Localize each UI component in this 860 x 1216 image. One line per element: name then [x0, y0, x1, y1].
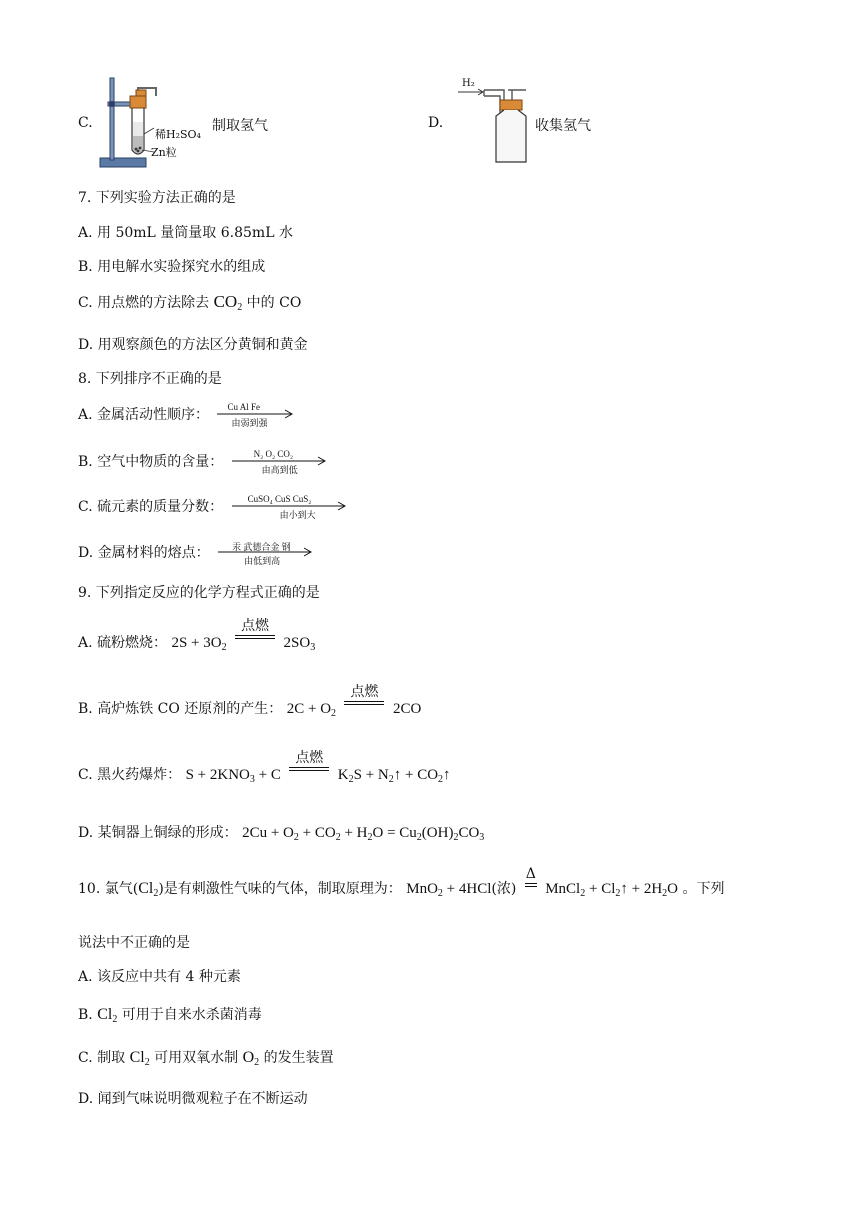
question-stem: 9. 下列指定反应的化学方程式正确的是	[78, 585, 320, 601]
option-text: C. 用点燃的方法除去	[78, 295, 210, 311]
option-c[interactable]: C. 制取 $Cl_2$ 可用双氧水制 $O_2$ 的发生装置	[78, 1049, 334, 1068]
chemical-equation: MnO$_2$ + 4HCl	[406, 881, 492, 899]
order-arrow	[217, 402, 337, 429]
reaction-condition: Δ	[523, 867, 539, 887]
option-text: 中的 CO	[246, 295, 302, 311]
option-caption: 收集氢气	[535, 118, 591, 134]
option-b[interactable]: B. $Cl_2$ 可用于自来水杀菌消毒	[78, 1006, 262, 1025]
option-text: D. 金属材料的熔点：	[78, 545, 210, 561]
option-label: C.	[78, 115, 93, 131]
option-b[interactable]: B. 高炉炼铁 CO 还原剂的产生： $2C + O_2$ 点燃 2CO	[78, 684, 422, 719]
option-text: D. 某铜器上铜绿的形成：	[78, 825, 238, 841]
question-stem: 7. 下列实验方法正确的是	[78, 190, 236, 206]
chemical-equation: $2S + 3O_2$	[171, 635, 227, 653]
order-arrow	[232, 449, 352, 476]
arrow-bottom-label: 由低到高	[244, 557, 281, 567]
option-text: A. 硫粉燃烧：	[78, 635, 168, 651]
order-arrow	[232, 494, 352, 521]
option-d[interactable]	[78, 822, 484, 843]
question-stem: 8. 下列排序不正确的是	[78, 371, 222, 387]
reaction-condition: 点燃	[342, 685, 386, 705]
arrow-top-label: 汞 武德合金 钢	[232, 542, 291, 552]
arrow-bottom-label: 由弱到强	[231, 419, 268, 429]
chemical-equation: $2C + O_2$	[286, 701, 337, 719]
option-b[interactable]	[78, 449, 352, 476]
acid-label: 稀H₂SO₄	[155, 128, 201, 141]
arrow-top-label: Cu Al Fe	[227, 402, 260, 412]
option-text: C. 黑火药爆炸：	[78, 767, 182, 783]
gas-label: H₂	[462, 78, 475, 89]
option-text: B. 空气中物质的含量：	[78, 454, 224, 470]
option-a[interactable]: A. 该反应中共有 4 种元素	[78, 969, 241, 985]
reaction-condition: 点燃	[287, 751, 331, 771]
question-stem: 10. 氯气$(Cl_2)$是有刺激性气味的气体，制取原理为： MnO$_2$ + 4HCl(浓) Δ MnCl$_2$ + $Cl_2↑ + 2H_2O$ 。下列	[78, 866, 725, 899]
arrow-bottom-label: 由小到大	[279, 511, 316, 521]
option-d[interactable]	[78, 542, 338, 567]
chemical-equation: $S + 2KNO_3 + C$	[185, 767, 281, 785]
option-b[interactable]: B. 用电解水实验探究水的组成	[78, 259, 266, 275]
option-d[interactable]: D. 闻到气味说明微观粒子在不断运动	[78, 1091, 308, 1107]
option-caption: 制取氢气	[212, 118, 268, 134]
arrow-top-label: CuSO₄ CuS CuS₂	[247, 494, 312, 504]
option-label: D.	[428, 115, 444, 131]
order-arrow	[218, 542, 338, 567]
question-stem-continued: 说法中不正确的是	[78, 935, 190, 951]
chemical-equation: $2Cu + O_2 + CO_2 + H_2O = Cu_2(OH)_2CO_3$	[242, 825, 485, 843]
option-a[interactable]	[78, 402, 337, 429]
option-d[interactable]: D. 用观察颜色的方法区分黄铜和黄金	[78, 337, 308, 353]
option-a[interactable]: A. 硫粉燃烧： $2S + 3O_2$ 点燃 $2SO_3$	[78, 618, 316, 653]
chemical-formula: $CO_2$	[213, 292, 243, 313]
option-text: A. 金属活动性顺序：	[78, 407, 210, 423]
reaction-condition: 点燃	[233, 619, 277, 639]
option-a[interactable]: A. 用 50mL 量筒量取 6.85mL 水	[78, 225, 293, 241]
arrow-top-label: N₂ O₂ CO₂	[253, 449, 294, 459]
arrow-bottom-label: 由高到低	[261, 466, 298, 476]
option-c[interactable]: C. 黑火药爆炸： $S + 2KNO_3 + C$ 点燃 $K_2S$ + $N_2↑$ + $CO_2↑$	[78, 750, 451, 785]
option-text: B. 高炉炼铁 CO 还原剂的产生：	[78, 701, 283, 717]
zinc-label: Zn粒	[151, 146, 177, 159]
option-c[interactable]	[78, 292, 301, 313]
gas-collection-bottle	[456, 86, 536, 166]
option-text: C. 硫元素的质量分数：	[78, 499, 224, 515]
option-c[interactable]	[78, 494, 352, 521]
